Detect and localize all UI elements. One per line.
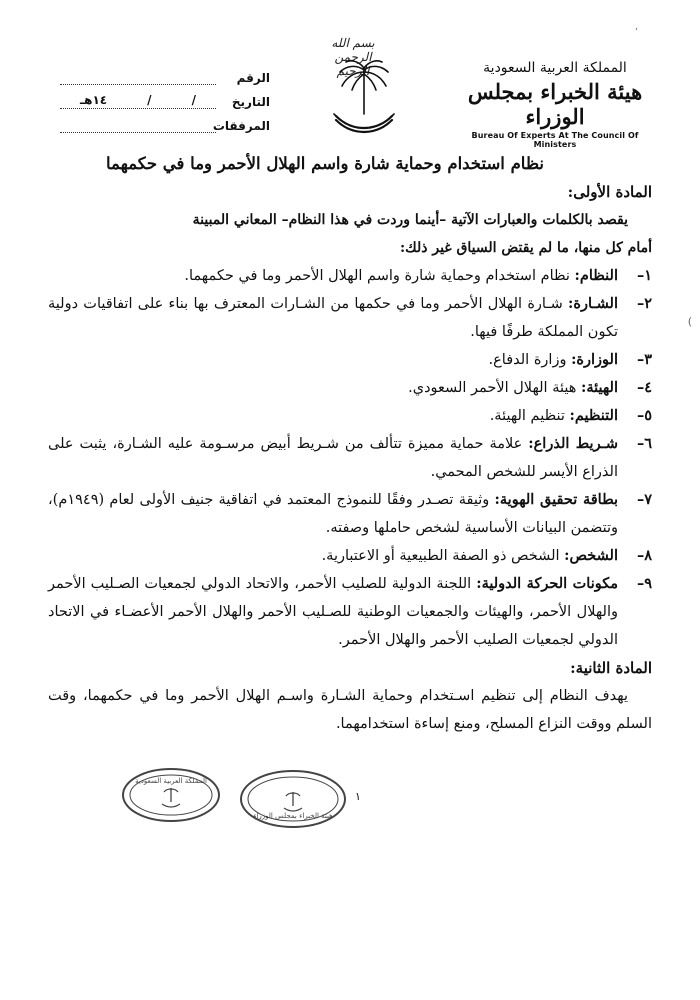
ref-label: الرقم	[236, 71, 270, 85]
item-body	[48, 262, 618, 290]
organization-name-en: Bureau Of Experts At The Council Of Ministers	[471, 131, 639, 149]
item-number: ٢–	[636, 295, 652, 312]
ref-row	[60, 66, 270, 90]
article-2-heading: المادة الثانية:	[570, 659, 652, 677]
item-text: هيئة الهلال الأحمر السعودي.	[408, 380, 577, 396]
definition-item	[48, 542, 652, 570]
country-name: المملكة العربية السعودية	[483, 60, 627, 76]
definition-item	[48, 570, 652, 654]
item-number: ٧–	[636, 491, 652, 508]
item-number: ٥–	[636, 407, 652, 424]
corner-mark: ،	[634, 22, 638, 33]
official-stamp-bureau	[238, 768, 348, 830]
date-part-year: ١٤هـ	[80, 92, 108, 107]
date-part-day: /	[191, 92, 196, 107]
date-part-month: /	[147, 92, 152, 107]
item-number: ٣–	[636, 351, 652, 368]
item-number: ٦–	[636, 435, 652, 452]
date-value	[60, 93, 216, 107]
attachments-field	[60, 120, 216, 133]
official-stamp-secretariat	[120, 766, 222, 824]
item-text: وثيقة تصـدر وفقًا للنموذج المعتمد في اتفاقية جنيف الأولى لعام (١٩٤٩م)، وتتضمن البيانات الأساسية لشخص حاملها وصفته.	[48, 492, 618, 536]
item-text: الشخص ذو الصفة الطبيعية أو الاعتبارية.	[321, 548, 560, 564]
item-body	[48, 570, 618, 654]
date-row	[60, 90, 270, 114]
organization-name: هيئة الخبراء بمجلس الوزراء	[467, 79, 643, 129]
item-number: ٤–	[636, 379, 652, 396]
ref-field	[60, 72, 216, 85]
item-term: الوزارة:	[571, 351, 618, 368]
attachments-row	[60, 114, 270, 138]
date-field	[60, 92, 216, 109]
document-body	[48, 150, 652, 738]
palm-swords-emblem-icon	[328, 56, 400, 140]
reference-block	[60, 66, 270, 138]
item-term: الشخص:	[564, 547, 618, 564]
item-text: شـارة الهلال الأحمر وما في حكمها من الشـارات المعترف بها بناء على اتفاقيات دولية تكون المملكة طرفًا فيها.	[48, 296, 618, 340]
item-term: شـريط الذراع:	[528, 435, 618, 452]
item-number: ٩–	[636, 575, 652, 592]
item-term: بطاقة تحقيق الهوية:	[494, 491, 619, 508]
item-term: النظام:	[574, 267, 618, 284]
article-1-heading: المادة الأولى:	[567, 183, 652, 201]
article-2-text: يهدف النظام إلى تنظيم اسـتخدام وحماية الشـارة واسـم الهلال الأحمر وما في حكمهما، وقت السلم ووقت النزاع المسلح، ومنع إساءة استخدامهما.	[48, 688, 652, 732]
stamp2-text: هيئة الخبراء بمجلس الوزراء	[253, 812, 333, 820]
basmala: بسم الله الرحمن الرحيم	[331, 36, 375, 78]
item-text: علامة حماية مميزة تتألف من شـريط أبيض مرسـومة عليه الشـارة، يثبت على الذراع الأيسر للشخص المحمي.	[48, 436, 618, 480]
stamp1-text: المملكة العربية السعودية	[135, 777, 207, 785]
item-body	[48, 486, 618, 542]
item-term: التنظيم:	[569, 407, 618, 424]
definition-item	[48, 374, 652, 402]
article-1-intro: يقصد بالكلمات والعبارات الآتية –أينما وردت في هذا النظام– المعاني المبينة	[192, 212, 628, 228]
item-text: تنظيم الهيئة.	[489, 408, 565, 424]
attachments-label: المرفقات	[212, 119, 270, 133]
article-1-intro-cont: أمام كل منها، ما لم يقتض السياق غير ذلك:	[400, 240, 652, 256]
margin-mark: (	[687, 315, 692, 328]
document-title: نظام استخدام وحماية شارة واسم الهلال الأحمر وما في حكمهما	[106, 154, 544, 173]
item-body	[48, 542, 618, 570]
item-body	[48, 374, 618, 402]
page-number: ١	[355, 790, 361, 803]
item-number: ٨–	[636, 547, 652, 564]
item-text: اللجنة الدولية للصليب الأحمر، والاتحاد الدولي لجمعيات الصـليب الأحمر والهلال الأحمر، والهيئات والجمعيات الوطنية للصـليب الأحمر والهلال الأحمر الأعضـاء في الاتحاد الدولي لجمعيات الصليب الأحمر والهلال الأحمر.	[48, 576, 618, 648]
definition-item	[48, 262, 652, 290]
definition-item	[48, 290, 652, 346]
item-body	[48, 402, 618, 430]
definitions-list	[48, 262, 652, 654]
item-term: الشـارة:	[568, 295, 618, 312]
item-text: وزارة الدفاع.	[488, 352, 567, 368]
definition-item	[48, 486, 652, 542]
definition-item	[48, 402, 652, 430]
item-text: نظام استخدام وحماية شارة واسم الهلال الأحمر وما في حكمهما.	[184, 268, 570, 284]
organization-letterhead	[450, 60, 660, 149]
item-body	[48, 346, 618, 374]
date-label: التاريخ	[231, 95, 270, 109]
definition-item	[48, 430, 652, 486]
item-number: ١–	[636, 267, 652, 284]
item-term: الهيئة:	[580, 379, 618, 396]
item-term: مكونات الحركة الدولية:	[476, 575, 618, 592]
item-body	[48, 290, 618, 346]
item-body	[48, 430, 618, 486]
definition-item	[48, 346, 652, 374]
